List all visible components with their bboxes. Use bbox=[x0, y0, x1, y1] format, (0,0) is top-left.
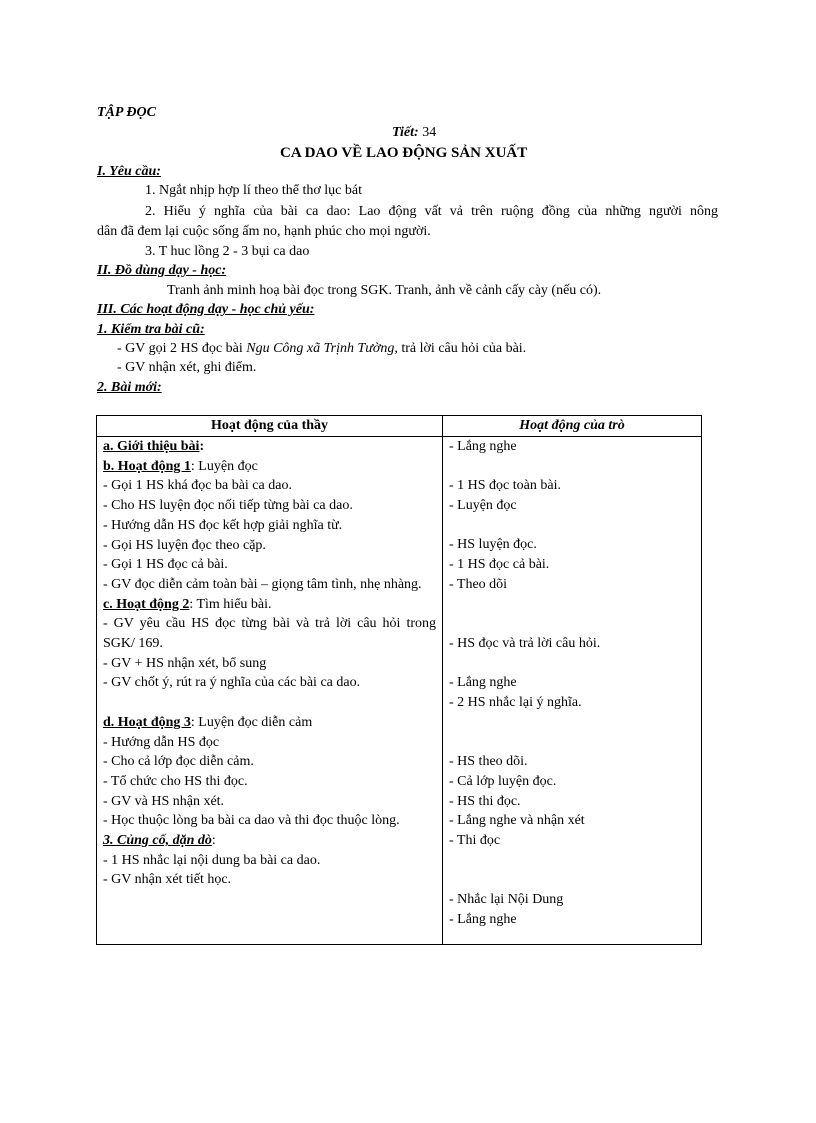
student-line: - Theo dõi bbox=[449, 576, 508, 592]
student-line: - 1 HS đọc toàn bài. bbox=[449, 478, 561, 494]
student-line: - HS thi đọc. bbox=[449, 793, 521, 809]
student-line: - HS theo dõi. bbox=[449, 754, 528, 770]
section-a-label: a. Giới thiệu bài bbox=[103, 439, 200, 454]
section-c-text: : Tìm hiểu bài. bbox=[189, 596, 272, 612]
teacher-activities-cell bbox=[97, 437, 443, 945]
review-heading: 1. Kiểm tra bài cũ: bbox=[97, 322, 205, 337]
section-c-heading bbox=[103, 595, 436, 615]
student-line: - Cả lớp luyện đọc. bbox=[449, 773, 557, 789]
student-line: - Nhắc lại Nội Dung bbox=[449, 892, 564, 908]
teacher-line: - Tổ chức cho HS thi đọc. bbox=[103, 773, 248, 789]
activities-table bbox=[96, 415, 702, 945]
teacher-line: - GV yêu cầu HS đọc từng bài và trả lời câu hỏi trong SGK/ 169. bbox=[103, 616, 436, 652]
section-c-label: c. Hoạt động 2 bbox=[103, 596, 190, 612]
teacher-line: - Cho cả lớp đọc diễn cảm. bbox=[103, 754, 254, 770]
section-b-label: b. Hoạt động 1 bbox=[103, 458, 191, 474]
spacer bbox=[449, 516, 695, 536]
teacher-line: - GV nhận xét tiết học. bbox=[103, 872, 232, 888]
teacher-line: - Hướng dẫn HS đọc bbox=[103, 734, 220, 750]
student-line: - HS luyện đọc. bbox=[449, 537, 537, 553]
review-line-1-prefix: - GV gọi 2 HS đọc bài bbox=[117, 341, 247, 356]
section-b-text: : Luyện đọc bbox=[190, 458, 258, 474]
table-header-row bbox=[97, 416, 702, 437]
lesson-number: 34 bbox=[422, 125, 437, 140]
teacher-line: - GV và HS nhận xét. bbox=[103, 793, 225, 809]
teacher-line: - GV chốt ý, rút ra ý nghĩa của các bài ca dao. bbox=[103, 675, 361, 691]
teacher-line: - Cho HS luyện đọc nối tiếp từng bài ca dao. bbox=[103, 498, 353, 514]
student-line: - Luyện đọc bbox=[449, 498, 517, 514]
spacer bbox=[449, 614, 695, 634]
section-b-heading bbox=[103, 457, 436, 477]
student-line: - Lắng nghe bbox=[449, 439, 517, 454]
spacer bbox=[449, 851, 695, 871]
student-line: - 1 HS đọc cả bài. bbox=[449, 557, 550, 573]
table-body-row bbox=[97, 437, 702, 945]
student-line: - Lắng nghe bbox=[449, 675, 517, 691]
lesson-title: CA DAO VỀ LAO ĐỘNG SẢN XUẤT bbox=[280, 145, 528, 161]
spacer bbox=[449, 870, 695, 890]
teacher-line: - Học thuộc lòng ba bài ca dao và thi đọc thuộc lòng. bbox=[103, 813, 400, 829]
spacer bbox=[449, 595, 695, 615]
student-line: - Lắng nghe bbox=[449, 911, 517, 927]
lesson-number-line bbox=[392, 124, 436, 142]
teacher-line: - GV đọc diễn cảm toàn bài – giọng tâm tình, nhẹ nhàng. bbox=[103, 576, 422, 592]
review-line-1-suffix: , trả lời câu hỏi của bài. bbox=[394, 341, 527, 356]
lesson-label: Tiết: bbox=[392, 125, 419, 140]
new-lesson-heading: 2. Bài mới: bbox=[97, 380, 162, 395]
section-d-heading bbox=[103, 713, 436, 733]
review-line-2: - GV nhận xét, ghi điểm. bbox=[117, 360, 257, 375]
requirement-item-2-line-1: 2. Hiểu ý nghĩa của bài ca dao: Lao động vất vả trên ruộng đồng của những người nông bbox=[145, 204, 718, 219]
section-d-text: : Luyện đọc diễn cảm bbox=[190, 714, 313, 730]
spacer bbox=[103, 693, 436, 713]
review-line-1 bbox=[117, 340, 526, 358]
student-line: - Thi đọc bbox=[449, 832, 501, 848]
student-line: - 2 HS nhắc lại ý nghĩa. bbox=[449, 695, 582, 711]
requirements-heading: I. Yêu cầu: bbox=[97, 164, 161, 179]
teacher-line: - 1 HS nhắc lại nội dung ba bài ca dao. bbox=[103, 852, 321, 868]
student-activities-cell bbox=[443, 437, 702, 945]
teacher-line: - Hướng dẫn HS đọc kết hợp giải nghĩa từ. bbox=[103, 517, 343, 533]
teacher-column-header: Hoạt động của thầy bbox=[97, 416, 443, 437]
requirement-item-2-line-2: dân đã đem lại cuộc sống ấm no, hạnh phúc cho mọi người. bbox=[97, 224, 431, 239]
student-line: - HS đọc và trả lời câu hỏi. bbox=[449, 635, 601, 651]
teacher-line: - GV + HS nhận xét, bổ sung bbox=[103, 655, 267, 671]
spacer bbox=[449, 713, 695, 733]
spacer bbox=[449, 654, 695, 674]
section-e-heading: 3. Củng cố, dặn dò: bbox=[103, 833, 216, 849]
teacher-line: - Gọi 1 HS đọc cả bài. bbox=[103, 557, 228, 573]
student-column-header: Hoạt động của trò bbox=[443, 416, 702, 437]
requirement-item-1: 1. Ngắt nhịp hợp lí theo thể thơ lục bát bbox=[145, 183, 362, 198]
subject-label: TẬP ĐỌC bbox=[97, 105, 156, 120]
student-line: - Lắng nghe và nhận xét bbox=[449, 813, 585, 829]
teacher-line: - Gọi 1 HS khá đọc ba bài ca dao. bbox=[103, 478, 292, 494]
section-d-label: d. Hoạt động 3 bbox=[103, 714, 191, 730]
section-a-heading: a. Giới thiệu bài: bbox=[103, 439, 205, 454]
materials-text: Tranh ảnh minh hoạ bài đọc trong SGK. Tranh, ảnh về cảnh cấy cày (nếu có). bbox=[167, 283, 602, 298]
spacer bbox=[449, 732, 695, 752]
spacer bbox=[449, 457, 695, 477]
review-lesson-title: Ngu Công xã Trịnh Tường bbox=[246, 341, 395, 356]
materials-heading: II. Đồ dùng dạy - học: bbox=[97, 263, 227, 278]
teacher-line: - Gọi HS luyện đọc theo cặp. bbox=[103, 537, 266, 553]
activities-heading: III. Các hoạt động dạy - học chủ yếu: bbox=[97, 302, 315, 317]
section-e-label: 3. Củng cố, dặn dò bbox=[103, 833, 212, 849]
requirement-item-3: 3. T huc lồng 2 - 3 bụi ca dao bbox=[145, 244, 310, 259]
